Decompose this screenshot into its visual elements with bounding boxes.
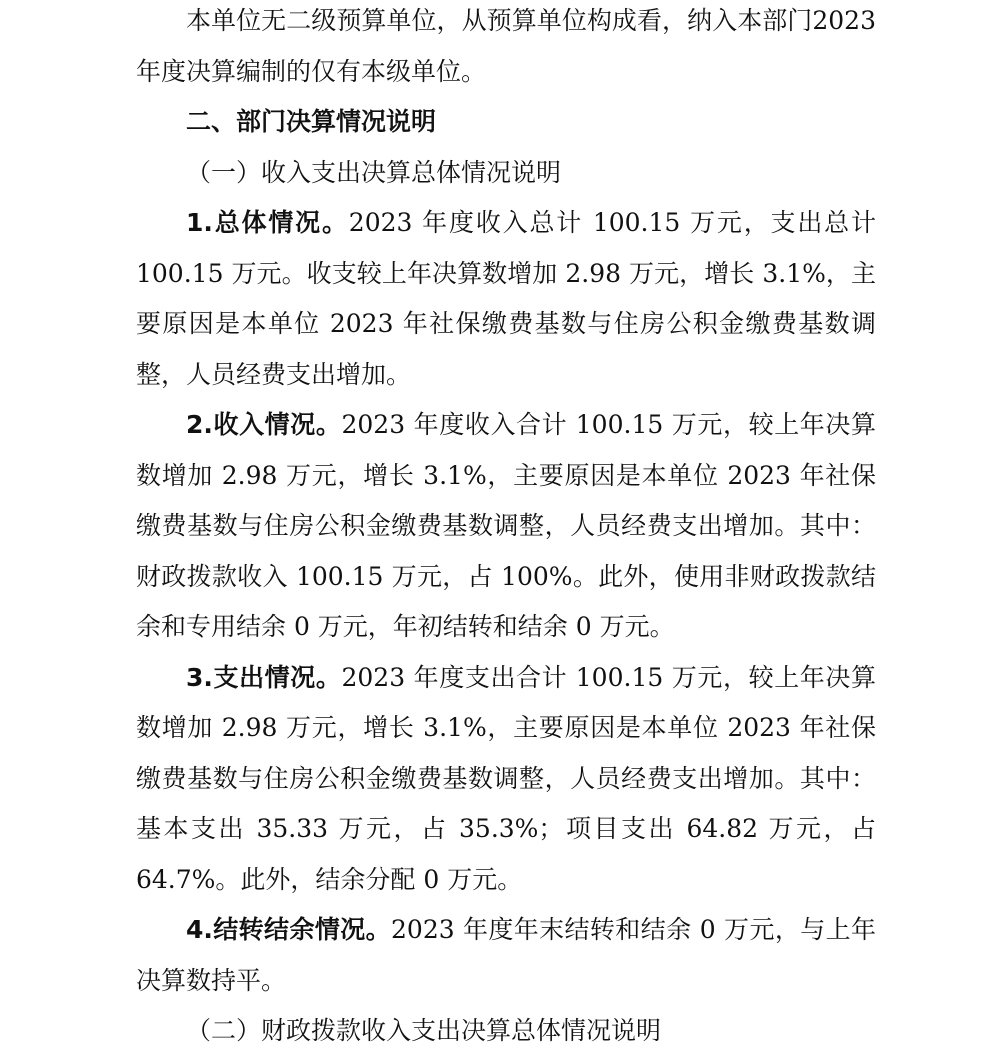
intro-paragraph: 本单位无二级预算单位，从预算单位构成看，纳入本部门2023 年度决算编制的仅有本级单位。: [136, 6, 876, 86]
expense-lead: 3.支出情况。: [186, 662, 342, 692]
subheading-fiscal-appropriation-overview: （二）财政拨款收入支出决算总体情况说明: [186, 1016, 662, 1045]
overall-body: 2023 年度收入总计 100.15 万元，支出总计 100.15 万元。收支较上年决算数增加 2.98 万元，增长 3.1%，主要原因是本单位 2023 年社保缴费基数与住房公积金缴费基数调整，人员经费支出增加。: [136, 208, 876, 389]
section-heading: 二、部门决算情况说明: [186, 107, 437, 136]
subheading-income-expense-overview: （一）收入支出决算总体情况说明: [186, 157, 562, 187]
expense-body: 2023 年度支出合计 100.15 万元，较上年决算数增加 2.98 万元，增长 3.1%，主要原因是本单位 2023 年社保缴费基数与住房公积金缴费基数调整，人员经费支出增加。其中：基本支出 35.33 万元，占 35.3%；项目支出 64.82 万元，占 64.7%。此外，结余分配 0 万元。: [136, 662, 876, 894]
overall-paragraph: [136, 198, 876, 400]
expense-paragraph: [136, 653, 876, 906]
carryover-body: 2023 年度年末结转和结余 0 万元，与上年决算数持平。: [136, 915, 876, 995]
carryover-paragraph: [136, 905, 876, 1006]
income-paragraph: [136, 400, 876, 653]
overall-lead: 1.总体情况。: [186, 208, 349, 237]
income-lead: 2.收入情况。: [186, 410, 342, 439]
document-page: [136, 0, 876, 1057]
income-body: 2023 年度收入合计 100.15 万元，较上年决算数增加 2.98 万元，增长 3.1%，主要原因是本单位 2023 年社保缴费基数与住房公积金缴费基数调整，人员经费支出增加。其中：财政拨款收入 100.15 万元，占 100%。此外，使用非财政拨款结余和专用结余 0 万元，年初结转和结余 0 万元。: [136, 410, 876, 641]
carryover-lead: 4.结转结余情况。: [186, 915, 392, 944]
